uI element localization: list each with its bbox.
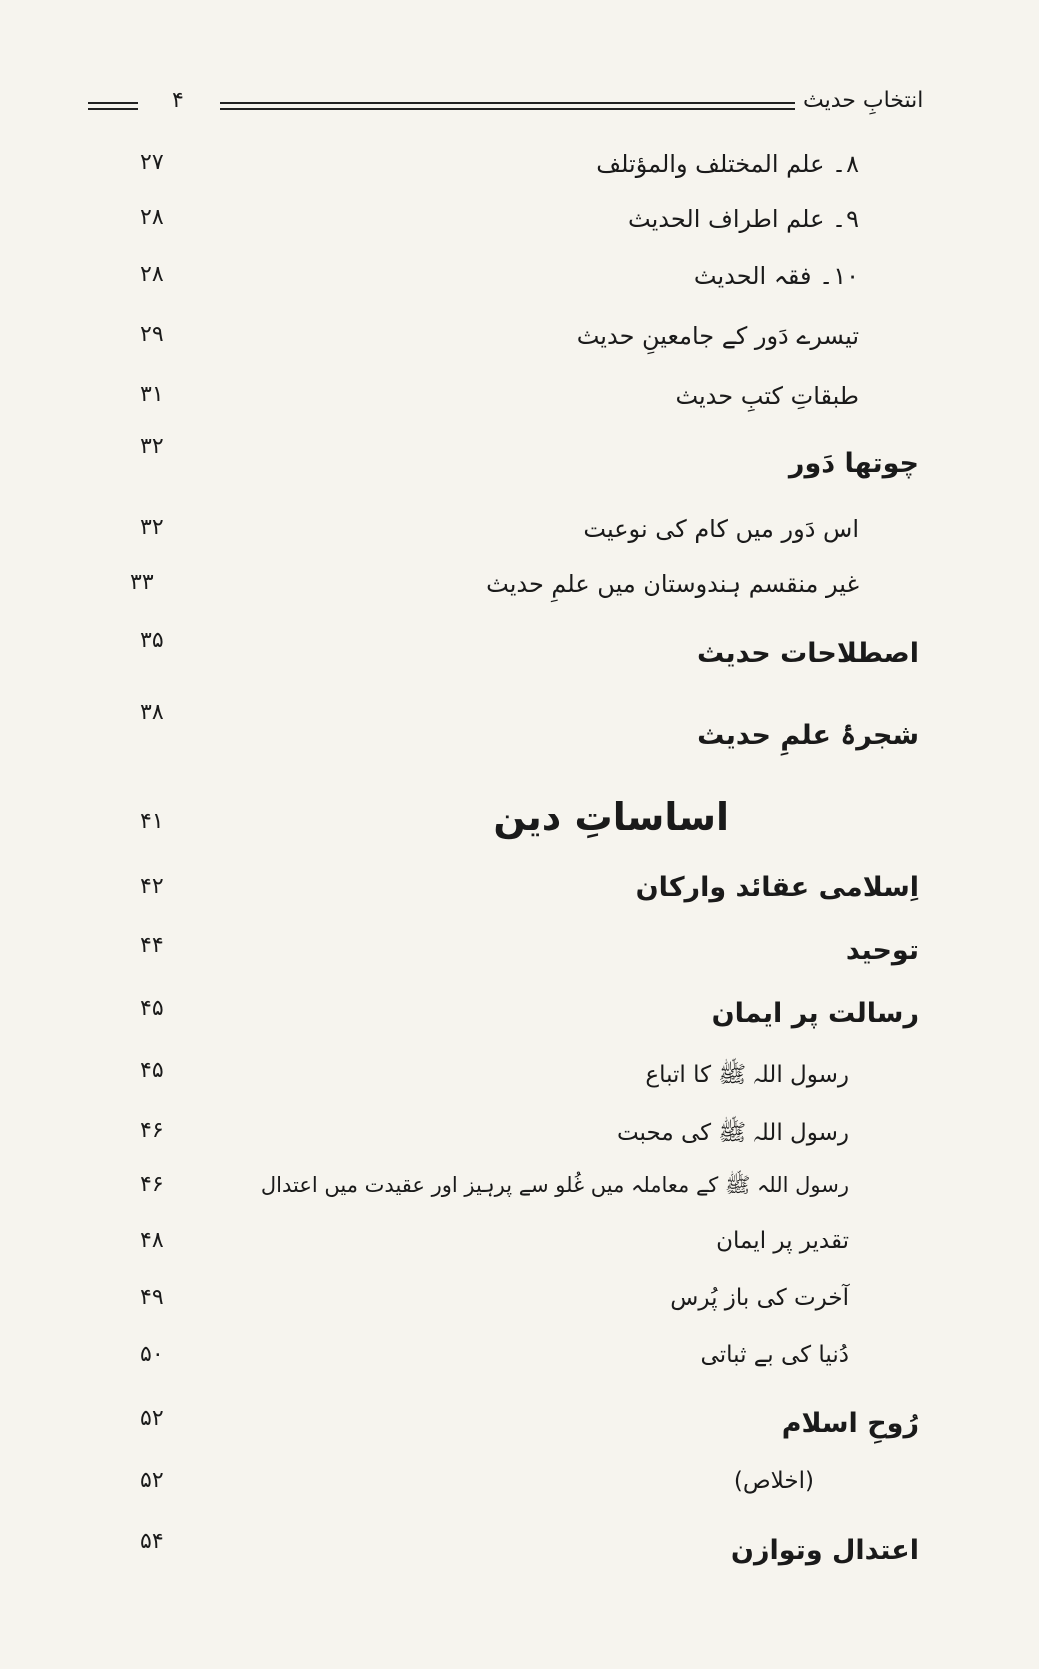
toc-title: تقدیر پر ایمان	[716, 1228, 849, 1254]
toc-title: اعتدال وتوازن	[730, 1535, 919, 1566]
toc-page-number: ۳۲	[140, 515, 164, 540]
toc-page-number: ۳۳	[130, 570, 154, 595]
toc-page-number: ۴۶	[140, 1172, 164, 1197]
toc-page-number: ۲۸	[140, 262, 164, 287]
toc-title: طبقاتِ کتبِ حدیث	[675, 382, 859, 410]
toc-page-number: ۲۷	[140, 150, 164, 175]
toc-title: دُنیا کی بے ثباتی	[700, 1342, 849, 1368]
toc-title: شجرۂ علمِ حدیث	[697, 720, 919, 751]
toc-title: رسول اللہ ﷺ کا اتباع	[645, 1062, 849, 1088]
toc-page-number: ۴۶	[140, 1118, 164, 1143]
running-title: انتخابِ حدیث	[803, 88, 924, 113]
toc-title: رسول اللہ ﷺ کے معاملہ میں غُلو سے پرہیز اور عقیدت میں اعتدال	[260, 1173, 849, 1197]
toc-page-number: ۴۹	[140, 1285, 164, 1310]
toc-page-number: ۴۵	[140, 1058, 164, 1083]
toc-title: آخرت کی باز پُرس	[670, 1285, 849, 1311]
toc-title: رسالت پر ایمان	[711, 998, 919, 1029]
toc-title: اس دَور میں کام کی نوعیت	[583, 515, 859, 543]
toc-page-number: ۵۰	[140, 1342, 164, 1367]
header-rule-left	[88, 102, 138, 110]
toc-page-number: ۴۴	[140, 933, 164, 958]
toc-page-number: ۵۲	[140, 1468, 164, 1493]
toc-title: رُوحِ اسلام	[781, 1408, 919, 1439]
toc-page-number: ۵۴	[140, 1529, 164, 1554]
toc-page-number: ۵۲	[140, 1406, 164, 1431]
header-rule-middle	[220, 102, 795, 110]
toc-title: اِسلامی عقائد وارکان	[635, 872, 919, 903]
toc-page-number: ۴۱	[140, 809, 164, 834]
toc-title: رسول اللہ ﷺ کی محبت	[616, 1120, 849, 1146]
toc-title: اساساتِ دین	[493, 795, 729, 839]
toc-title: ۱۰۔ فقہ الحدیث	[693, 262, 859, 290]
toc-title: ۹۔ علم اطراف الحدیث	[628, 205, 859, 233]
toc-page-number: ۲۸	[140, 205, 164, 230]
toc-title: غیر منقسم ہندوستان میں علمِ حدیث	[486, 570, 859, 598]
page-number: ۴	[172, 88, 184, 113]
toc-title: اصطلاحات حدیث	[696, 638, 919, 669]
toc-page-number: ۴۵	[140, 996, 164, 1021]
toc-page-number: ۴۲	[140, 874, 164, 899]
toc-title: ۸۔ علم المختلف والمؤتلف	[596, 150, 859, 178]
toc-page-number: ۴۸	[140, 1228, 164, 1253]
toc-title: (اخلاص)	[733, 1468, 814, 1494]
toc-title: توحید	[845, 935, 919, 966]
toc-title: چوتھا دَور	[788, 448, 919, 479]
running-header	[88, 88, 938, 118]
toc-title: تیسرے دَور کے جامعینِ حدیث	[576, 322, 859, 350]
toc-page-number: ۳۸	[140, 700, 164, 725]
toc-page-number: ۳۲	[140, 434, 164, 459]
toc-page-number: ۳۵	[140, 628, 164, 653]
toc-page-number: ۲۹	[140, 322, 164, 347]
toc-page-number: ۳۱	[140, 382, 164, 407]
